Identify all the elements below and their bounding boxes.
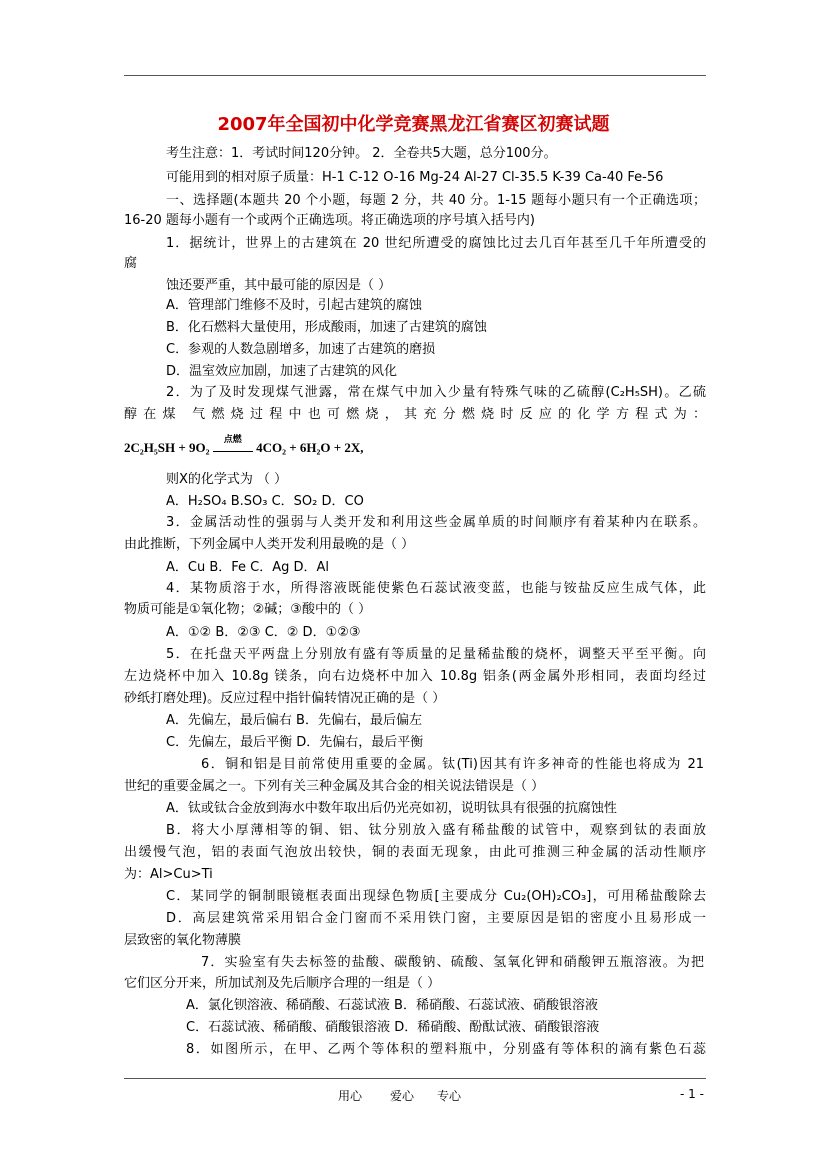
text-line: B．将大小厚薄相等的铜、铝、钛分别放入盛有稀盐酸的试管中，观察到钛的表面放 [166,823,706,838]
page-title: 2007年全国初中化学竞赛黑龙江省赛区初赛试题 [217,114,610,135]
text-line: 出缓慢气泡，铝的表面气泡放出较快，铜的表面无现象，由此可推测三种金属的活动性顺序 [124,845,706,860]
text-line: 16-20 题每小题有一个或两个正确选项。将正确选项的序号填入括号内) [124,213,535,228]
text-line: C．某同学的铜制眼镜框表面出现绿色物质[主要成分 Cu₂(OH)₂CO₃]，可用稀盐酸除去 [166,889,706,904]
text-line: 8．如图所示，在甲、乙两个等体积的塑料瓶中，分别盛有等体积的滴有紫色石蕊 [186,1042,706,1057]
text-line: 由此推断，下列金属中人类开发利用最晚的是（ ） [124,537,415,552]
equation-left: 2C₂H₅SH + 9O₂ [124,440,210,455]
footer-motto-1: 用心 [338,1089,363,1103]
equation-right: 4CO₂ + 6H₂O + 2X, [256,440,364,455]
text-line: 3．金属活动性的强弱与人类开发和利用这些金属单质的时间顺序有着某种内在联系。 [166,515,706,530]
text-line: A．管理部门维修不及时，引起古建筑的腐蚀 [166,298,422,313]
text-line: C．石蕊试液、稀硝酸、硝酸银溶液 D．稀硝酸、酚酞试液、硝酸银溶液 [186,1020,600,1035]
footer-motto-2: 爱心 [390,1089,415,1103]
text-line: 砂纸打磨处理)。反应过程中指针偏转情况正确的是（ ） [124,691,446,706]
text-line: 物质可能是①氧化物；②碱；③酸中的（ ） [124,602,372,617]
text-line: 左边烧杯中加入 10.8g 镁条，向右边烧杯中加入 10.8g 铝条(两金属外形相同，表面均经过 [124,669,706,684]
text-line: 醇在煤 气燃烧过程中也可燃烧，其充分燃烧时反应的化学方程式为： [124,407,706,422]
chemical-equation [124,435,364,456]
text-line: 为：Al>Cu>Ti [124,867,213,882]
text-line: 考生注意：1．考试时间120分钟。 2．全卷共5大题，总分100分。 [166,146,557,161]
text-line: 层致密的氧化物薄膜 [124,933,242,948]
text-line: 它们区分开来，所加试剂及先后顺序合理的一组是（ ） [124,976,441,991]
text-line: B．化石燃料大量使用，形成酸雨，加速了古建筑的腐蚀 [166,320,487,335]
text-line: 7．实验室有失去标签的盐酸、碳酸钠、硫酸、氢氧化钾和硝酸钾五瓶溶液。为把 [201,955,704,970]
text-line: 1．据统计，世界上的古建筑在 20 世纪所遭受的腐蚀比过去几百年甚至几千年所遭受的 [166,236,706,251]
footer-motto-3: 专心 [437,1089,462,1103]
text-line: A．Cu B．Fe C．Ag D．Al [166,560,330,575]
text-line: A．①② B．②③ C．② D．①②③ [166,625,361,640]
text-line: 6．铜和铝是目前常使用重要的金属。钛(Ti)因其有许多神奇的性能也将成为 21 [201,757,704,772]
text-line: C．先偏左，最后平衡 D．先偏右，最后平衡 [166,735,424,750]
text-line: 4．某物质溶于水，所得溶液既能使紫色石蕊试液变蓝，也能与铵盐反应生成气体，此 [166,581,706,596]
reaction-arrow [213,435,253,452]
header-rule [124,75,706,76]
text-line: 蚀还要严重，其中最可能的原因是（ ） [166,278,392,293]
text-line: 腐 [124,256,138,271]
text-line: D．温室效应加剧，加速了古建筑的风化 [166,364,398,379]
text-line: 可能用到的相对原子质量：H-1 C-12 O-16 Mg-24 Al-27 Cl-35.5 K-39 Ca-40 Fe-56 [166,170,664,185]
text-line: A．H₂SO₄ B.SO₃ C．SO₂ D．CO [166,494,364,509]
text-line: D．高层建筑常采用铝合金门窗而不采用铁门窗，主要原因是铝的密度小且易形成一 [166,911,706,926]
text-line: 5．在托盘天平两盘上分别放有盛有等质量的足量稀盐酸的烧杯，调整天平至平衡。向 [166,647,706,662]
text-line: 2．为了及时发现煤气泄露，常在煤气中加入少量有特殊气味的乙硫醇(C₂H₅SH)。乙硫 [166,385,706,400]
text-line: 世纪的重要金属之一。下列有关三种金属及其合金的相关说法错误是（ ） [124,779,545,794]
text-line: A．氯化钡溶液、稀硝酸、石蕊试液 B．稀硝酸、石蕊试液、硝酸银溶液 [186,998,598,1013]
text-line: C．参观的人数急剧增多，加速了古建筑的磨损 [166,342,436,357]
text-line: 则X的化学式为 （ ） [166,472,288,487]
text-line: A．先偏左，最后偏右 B．先偏右，最后偏左 [166,713,422,728]
footer-rule [124,1078,706,1079]
text-line: A．钛或钛合金放到海水中数年取出后仍光亮如初，说明钛具有很强的抗腐蚀性 [166,801,617,816]
equation-condition: 点燃 [223,435,242,445]
text-line: 一、选择题(本题共 20 个小题，每题 2 分，共 40 分。1-15 题每小题只有一个正确选项； [166,193,706,208]
page-number: - 1 - [680,1087,704,1101]
